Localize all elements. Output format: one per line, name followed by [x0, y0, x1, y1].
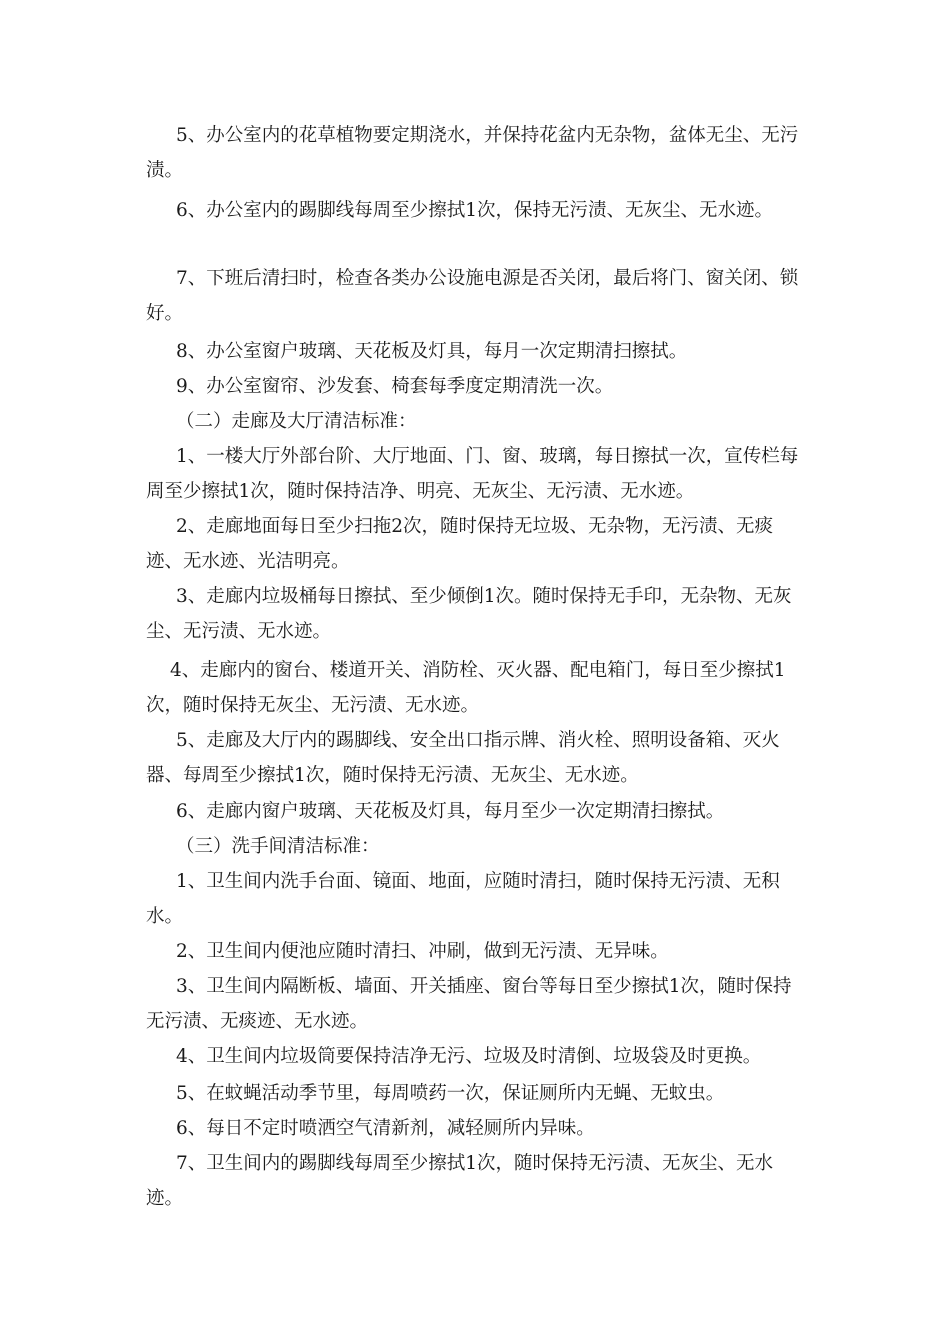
paragraph-office-6: 6、办公室内的踢脚线每周至少擦拭1次，保持无污渍、无灰尘、无水迹。 — [176, 200, 774, 221]
section-heading-corridor: （二）走廊及大厅清洁标准： — [176, 411, 417, 432]
paragraph-office-9: 9、办公室窗帘、沙发套、椅套每季度定期清洗一次。 — [176, 376, 614, 397]
paragraph-office-5: 5、办公室内的花草植物要定期浇水，并保持花盆内无杂物，盆体无尘、无污渍。 — [146, 125, 799, 181]
paragraph-restroom-4: 4、卫生间内垃圾筒要保持洁净无污、垃圾及时清倒、垃圾袋及时更换。 — [176, 1046, 762, 1067]
paragraph-office-7: 7、下班后清扫时，检查各类办公设施电源是否关闭，最后将门、窗关闭、锁好。 — [146, 268, 799, 324]
section-heading-restroom: （三）洗手间清洁标准： — [176, 836, 380, 857]
paragraph-restroom-5: 5、在蚊蝇活动季节里，每周喷药一次，保证厕所内无蝇、无蚊虫。 — [176, 1083, 725, 1104]
paragraph-corridor-3: 3、走廊内垃圾桶每日擦拭、至少倾倒1次。随时保持无手印，无杂物、无灰尘、无污渍、无水迹。 — [146, 586, 792, 642]
paragraph-corridor-6: 6、走廊内窗户玻璃、天花板及灯具，每月至少一次定期清扫擦拭。 — [176, 801, 725, 822]
paragraph-restroom-2: 2、卫生间内便池应随时清扫、冲刷，做到无污渍、无异味。 — [176, 941, 669, 962]
paragraph-restroom-3: 3、卫生间内隔断板、墙面、开关插座、窗台等每日至少擦拭1次，随时保持无污渍、无痰迹、无水迹。 — [146, 976, 792, 1032]
paragraph-corridor-1: 1、一楼大厅外部台阶、大厅地面、门、窗、玻璃，每日擦拭一次，宣传栏每周至少擦拭1次，随时保持洁净、明亮、无灰尘、无污渍、无水迹。 — [146, 446, 799, 502]
paragraph-restroom-7: 7、卫生间内的踢脚线每周至少擦拭1次，随时保持无污渍、无灰尘、无水迹。 — [146, 1153, 774, 1209]
paragraph-restroom-1: 1、卫生间内洗手台面、镜面、地面，应随时清扫，随时保持无污渍、无积水。 — [146, 871, 780, 927]
paragraph-office-8: 8、办公室窗户玻璃、天花板及灯具，每月一次定期清扫擦拭。 — [176, 341, 688, 362]
paragraph-corridor-4: 4、走廊内的窗台、楼道开关、消防栓、灭火器、配电箱门，每日至少擦拭1次，随时保持无灰尘、无污渍、无水迹。 — [146, 660, 786, 716]
paragraph-corridor-2: 2、走廊地面每日至少扫拖2次，随时保持无垃圾、无杂物，无污渍、无痰迹、无水迹、光洁明亮。 — [146, 516, 774, 572]
paragraph-restroom-6: 6、每日不定时喷洒空气清新剂，减轻厕所内异味。 — [176, 1118, 595, 1139]
paragraph-corridor-5: 5、走廊及大厅内的踢脚线、安全出口指示牌、消火栓、照明设备箱、灭火器、每周至少擦拭1次，随时保持无污渍、无灰尘、无水迹。 — [146, 730, 780, 786]
